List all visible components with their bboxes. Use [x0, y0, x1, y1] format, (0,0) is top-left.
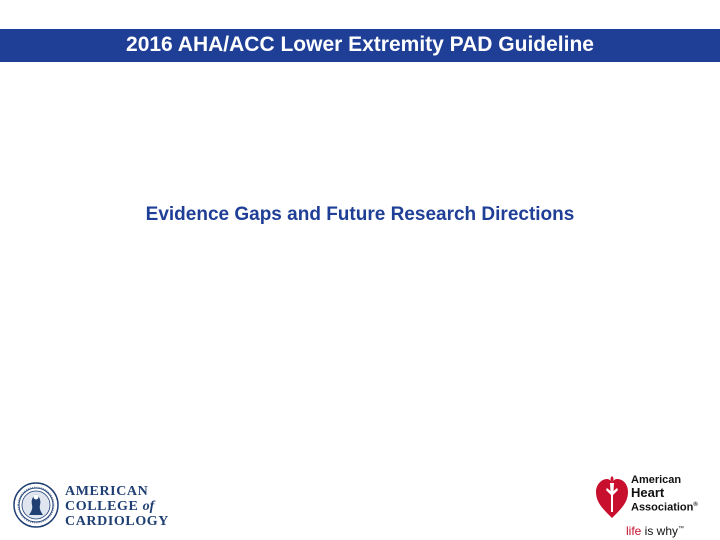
aha-line3-row: [631, 499, 698, 514]
aha-registered: ®: [693, 502, 698, 508]
aha-line2: Heart: [631, 485, 665, 500]
acc-logo: [13, 480, 173, 532]
acc-line1: AMERICAN: [65, 484, 149, 499]
heart-torch-icon: [594, 474, 630, 520]
aha-logo: [594, 470, 720, 540]
aha-wordmark: [631, 474, 698, 514]
aha-tagline-rest: is why: [641, 524, 679, 538]
aha-line3: Association: [631, 501, 694, 514]
acc-line2-row: [65, 499, 169, 514]
acc-wordmark: [65, 484, 169, 529]
aha-trademark: ™: [678, 526, 685, 532]
aha-tagline-life: life: [626, 524, 642, 538]
aha-line1: American: [631, 474, 682, 486]
slide-title: 2016 AHA/ACC Lower Extremity PAD Guideline: [126, 33, 594, 56]
acc-seal-icon: [13, 482, 59, 528]
acc-line2: COLLEGE: [65, 499, 139, 514]
aha-tagline: [626, 522, 684, 538]
slide-subtitle: Evidence Gaps and Future Research Directions: [145, 204, 575, 225]
acc-line3: CARDIOLOGY: [65, 514, 170, 529]
acc-of: of: [142, 499, 155, 514]
